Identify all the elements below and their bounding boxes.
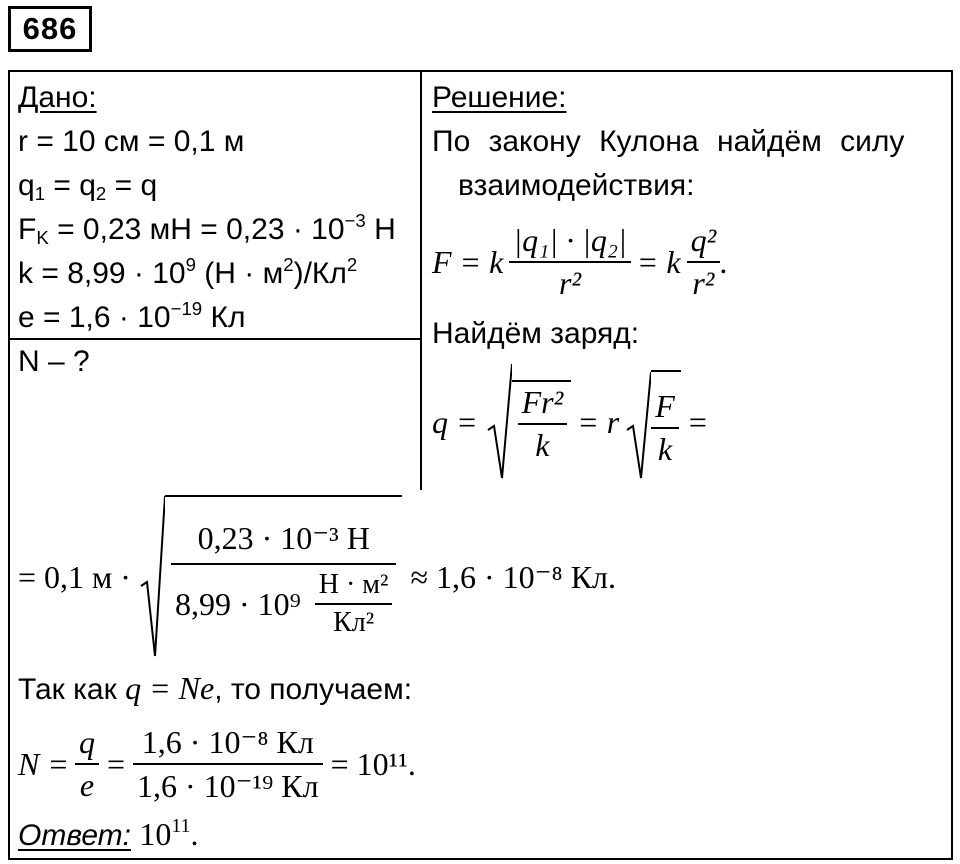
- answer-label: Ответ:: [18, 819, 131, 852]
- given-line-e: $e = 1,6 \cdot 10^{-19}$ Кл: [18, 297, 246, 334]
- solution-text-n: Так как q = Ne, то получаем:: [18, 670, 413, 706]
- answer-line: [18, 812, 198, 858]
- formula-charge-value: = 0,1 м · 0,23 · 10⁻³ Н 8,99 · 10⁹ $\frac{\text{Н · м²}}{\text{Кл²}}$ ≈ 1,6 · 10⁻⁸ Кл.: [18, 494, 616, 660]
- problem-number: 686: [8, 6, 92, 52]
- frame-left: [8, 70, 10, 860]
- sqrt-symbol-1: $\frac{\text{Fr²}}{k}$: [486, 362, 572, 482]
- solution-text-line2: взаимодействия:: [458, 169, 695, 202]
- given-heading: Дано:: [18, 81, 97, 114]
- given-line-k: $k = 8,99 \cdot 10^9$ $(Н \cdot м^2)/Кл^2$: [18, 253, 358, 290]
- given-line-f: $F_K = 0,23$ мН = $0,23 \cdot 10^{-3}$ Н: [18, 209, 396, 248]
- radical-sign-icon: [486, 362, 512, 482]
- solution-text-line1: По закону Кулона найдём силу: [432, 125, 905, 158]
- formula-n: N = $\frac{q}{e}$ = $\frac{\text{1,6 · 10⁻⁸ Кл}}{\text{1,6 · 10⁻¹⁹ Кл}}$ = 10¹¹.: [18, 724, 416, 804]
- find-label: N – ?: [18, 345, 90, 378]
- frame-divider-vertical: [420, 70, 422, 490]
- solution-heading: Решение:: [432, 81, 567, 114]
- sqrt-symbol-2: $\frac{F}{k}$: [625, 362, 679, 482]
- given-line-q: $q_1 = q_2 = q$: [18, 169, 158, 204]
- given-line-r: r = 10 см = 0,1 м: [18, 125, 245, 158]
- frame-right: [951, 70, 953, 860]
- solution-text-charge: Найдём заряд:: [432, 317, 640, 350]
- formula-charge: q = $\frac{\text{Fr²}}{k}$ = r $\frac{F}{k}$ =: [432, 362, 708, 482]
- frame-bottom: [8, 858, 953, 860]
- given-block: [18, 76, 396, 340]
- radical-sign-icon: [625, 362, 651, 482]
- radical-sign-icon: [139, 494, 165, 660]
- frame-top: [8, 70, 953, 72]
- formula-coulomb: F = k $\frac{\text{|q₁| · |q₂|}}{\text{r²}}$ = k $\frac{\text{q²}}{\text{r²}}$ .: [432, 222, 729, 301]
- answer-value: $10^{11}$.: [139, 815, 199, 852]
